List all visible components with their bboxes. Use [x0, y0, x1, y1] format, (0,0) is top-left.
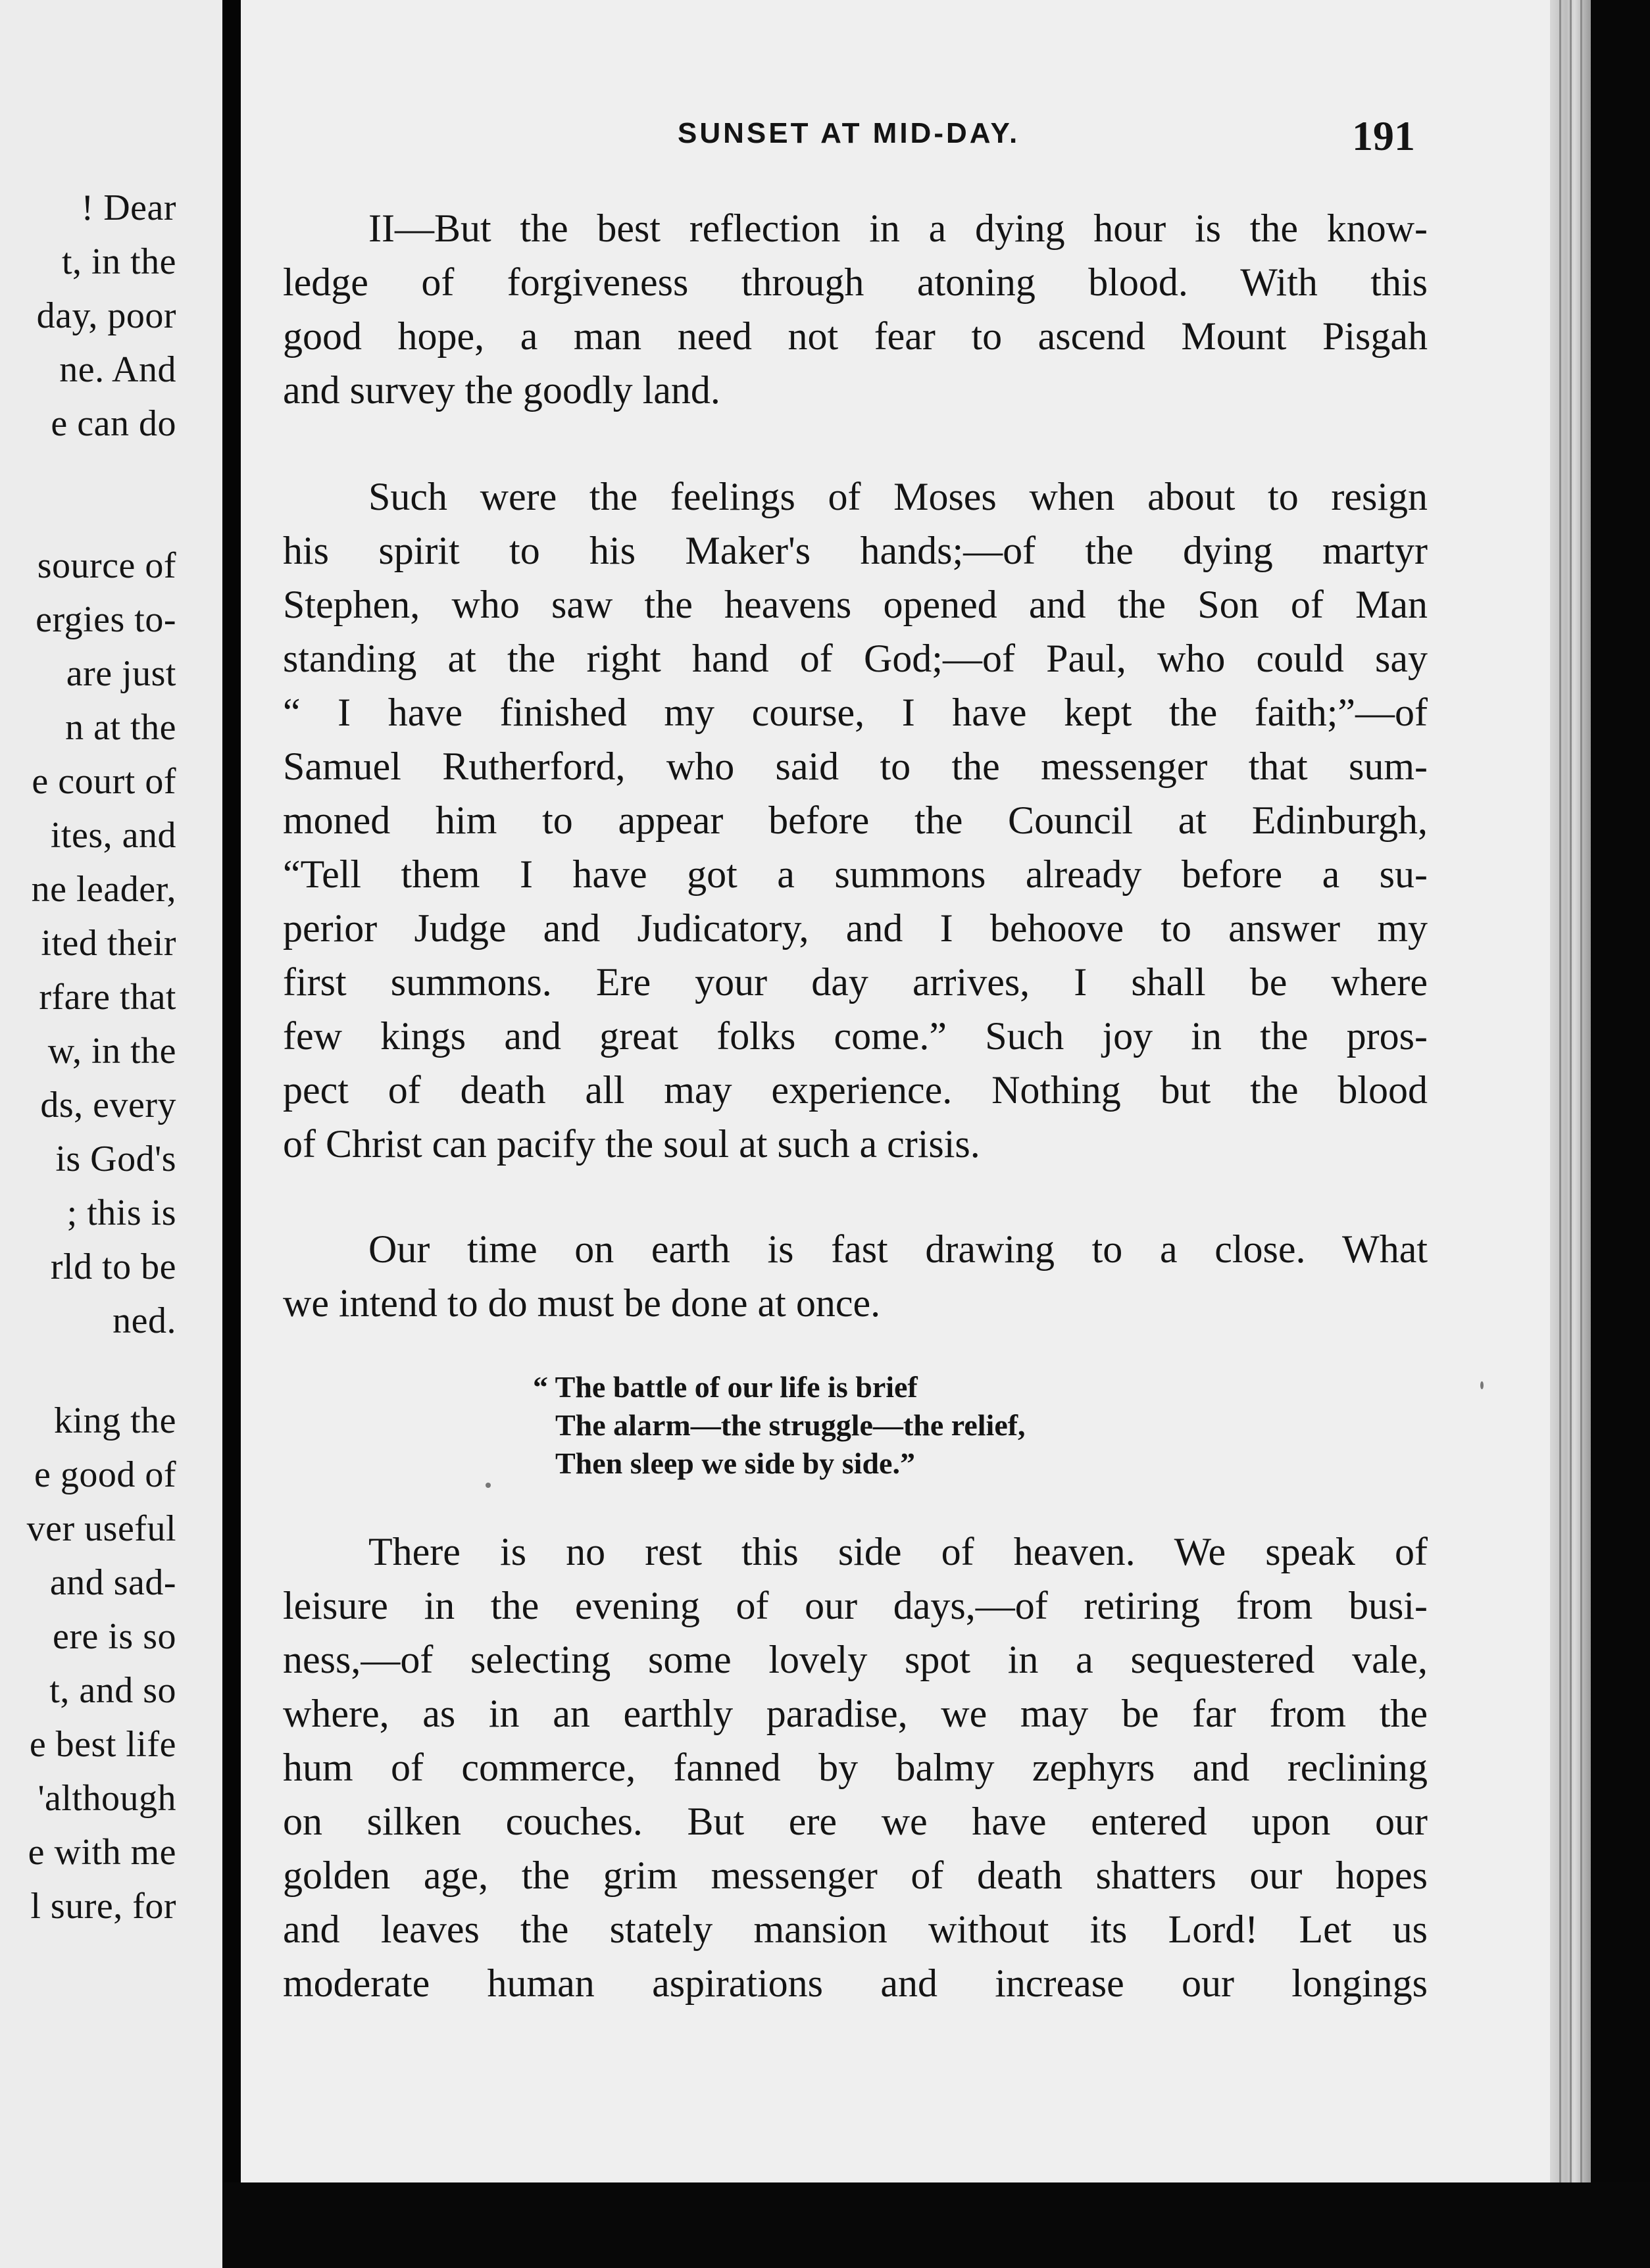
left-page-line: w, in the — [47, 1031, 176, 1072]
left-page-line: day, poor — [36, 295, 176, 336]
left-page-line: rfare that — [39, 977, 176, 1018]
text-line: “Tell them I have got a summons already before a su- — [283, 852, 1428, 896]
left-page-line: ; this is — [66, 1193, 176, 1233]
scan-speck — [486, 1483, 491, 1488]
previous-page-fragment — [0, 0, 222, 2268]
text-line: moderate human aspirations and increase our longings — [283, 1961, 1428, 2005]
text-line: ledge of forgiveness through atoning blood. With this — [283, 260, 1428, 304]
left-page-line: source of — [37, 545, 176, 586]
left-page-line: rld to be — [50, 1246, 176, 1287]
text-line: There is no rest this side of heaven. We speak of — [368, 1530, 1428, 1573]
left-page-line: ds, every — [40, 1085, 176, 1125]
left-page-line: e court of — [32, 761, 176, 802]
text-line: few kings and great folks come.” Such joy in the pros- — [283, 1014, 1428, 1058]
left-page-line: ites, and — [50, 815, 176, 856]
page-stack-edge — [1550, 0, 1591, 2268]
left-page-line: l sure, for — [30, 1886, 176, 1927]
left-page-line: ne. And — [59, 349, 176, 390]
text-line: Our time on earth is fast drawing to a close. What — [368, 1227, 1428, 1271]
text-line: perior Judge and Judicatory, and I behoove to answer my — [283, 906, 1428, 950]
left-page-line: and sad- — [49, 1562, 176, 1603]
paragraph-4 — [283, 1525, 1428, 2010]
left-page-line: ! Dear — [81, 187, 176, 228]
book-gutter — [222, 0, 241, 2268]
left-page-line: t, in the — [61, 241, 176, 282]
left-page-line: ergies to- — [36, 599, 176, 640]
running-head: SUNSET AT MID-DAY. — [678, 117, 1020, 149]
verse-line: The alarm—the struggle—the relief, — [555, 1408, 1026, 1442]
text-line: first summons. Ere your day arrives, I shall be where — [283, 960, 1428, 1004]
page-number: 191 — [1352, 112, 1415, 159]
left-page-line: e with me — [28, 1832, 176, 1873]
text-line: pect of death all may experience. Nothing but the blood — [283, 1068, 1428, 1112]
text-line: and leaves the stately mansion without its Lord! Let us — [283, 1908, 1428, 1951]
text-line: where, as in an earthly paradise, we may be far from the — [283, 1692, 1428, 1735]
text-line: moned him to appear before the Council at Edinburgh, — [283, 799, 1428, 842]
scan-border-bottom — [222, 2182, 1650, 2268]
text-line: golden age, the grim messenger of death shatters our hopes — [283, 1854, 1428, 1897]
text-line: standing at the right hand of God;—of Paul, who could say — [283, 637, 1428, 680]
left-page-line: king the — [54, 1400, 176, 1441]
left-page-line: ne leader, — [31, 869, 176, 910]
scan-border-right — [1591, 0, 1650, 2268]
text-line: of Christ can pacify the soul at such a crisis. — [283, 1122, 980, 1166]
text-line: hum of commerce, fanned by balmy zephyrs and reclining — [283, 1746, 1428, 1789]
left-page-line: e can do — [51, 403, 176, 444]
text-line: Samuel Rutherford, who said to the messenger that sum- — [283, 745, 1428, 788]
left-page-line: 'although — [38, 1778, 176, 1819]
left-page-line: n at the — [65, 707, 176, 748]
text-line: ness,—of selecting some lovely spot in a sequestered vale, — [283, 1638, 1428, 1681]
text-line: Such were the feelings of Moses when about to resign — [368, 475, 1428, 518]
text-line: we intend to do must be done at once. — [283, 1281, 881, 1325]
verse-line: Then sleep we side by side.” — [555, 1446, 915, 1480]
paragraph-3 — [283, 1222, 1428, 1330]
paragraph-1 — [283, 201, 1428, 417]
text-line: Stephen, who saw the heavens opened and the Son of Man — [283, 583, 1428, 626]
scan-speck — [1480, 1381, 1484, 1389]
left-page-line: ited their — [41, 923, 176, 964]
left-page-line: is God's — [55, 1139, 176, 1179]
verse-quotation — [533, 1368, 1026, 1483]
left-page-line: are just — [66, 653, 176, 694]
paragraph-2 — [283, 470, 1428, 1171]
text-line: II—But the best reflection in a dying hour is the know- — [368, 207, 1428, 250]
left-page-line: ned. — [113, 1300, 176, 1341]
text-line: and survey the goodly land. — [283, 368, 720, 412]
left-page-line: e good of — [34, 1454, 176, 1495]
text-line: his spirit to his Maker's hands;—of the dying martyr — [283, 529, 1428, 572]
text-line: good hope, a man need not fear to ascend Mount Pisgah — [283, 314, 1428, 358]
text-line: “ I have finished my course, I have kept the faith;”—of — [283, 691, 1428, 734]
text-line: leisure in the evening of our days,—of retiring from busi- — [283, 1584, 1428, 1627]
text-line: on silken couches. But ere we have entered upon our — [283, 1800, 1428, 1843]
left-page-line: ver useful — [26, 1508, 176, 1549]
verse-line: “ The battle of our life is brief — [533, 1370, 918, 1404]
left-page-line: e best life — [29, 1724, 176, 1765]
left-page-line: t, and so — [49, 1670, 176, 1711]
left-page-line: ere is so — [52, 1616, 176, 1657]
